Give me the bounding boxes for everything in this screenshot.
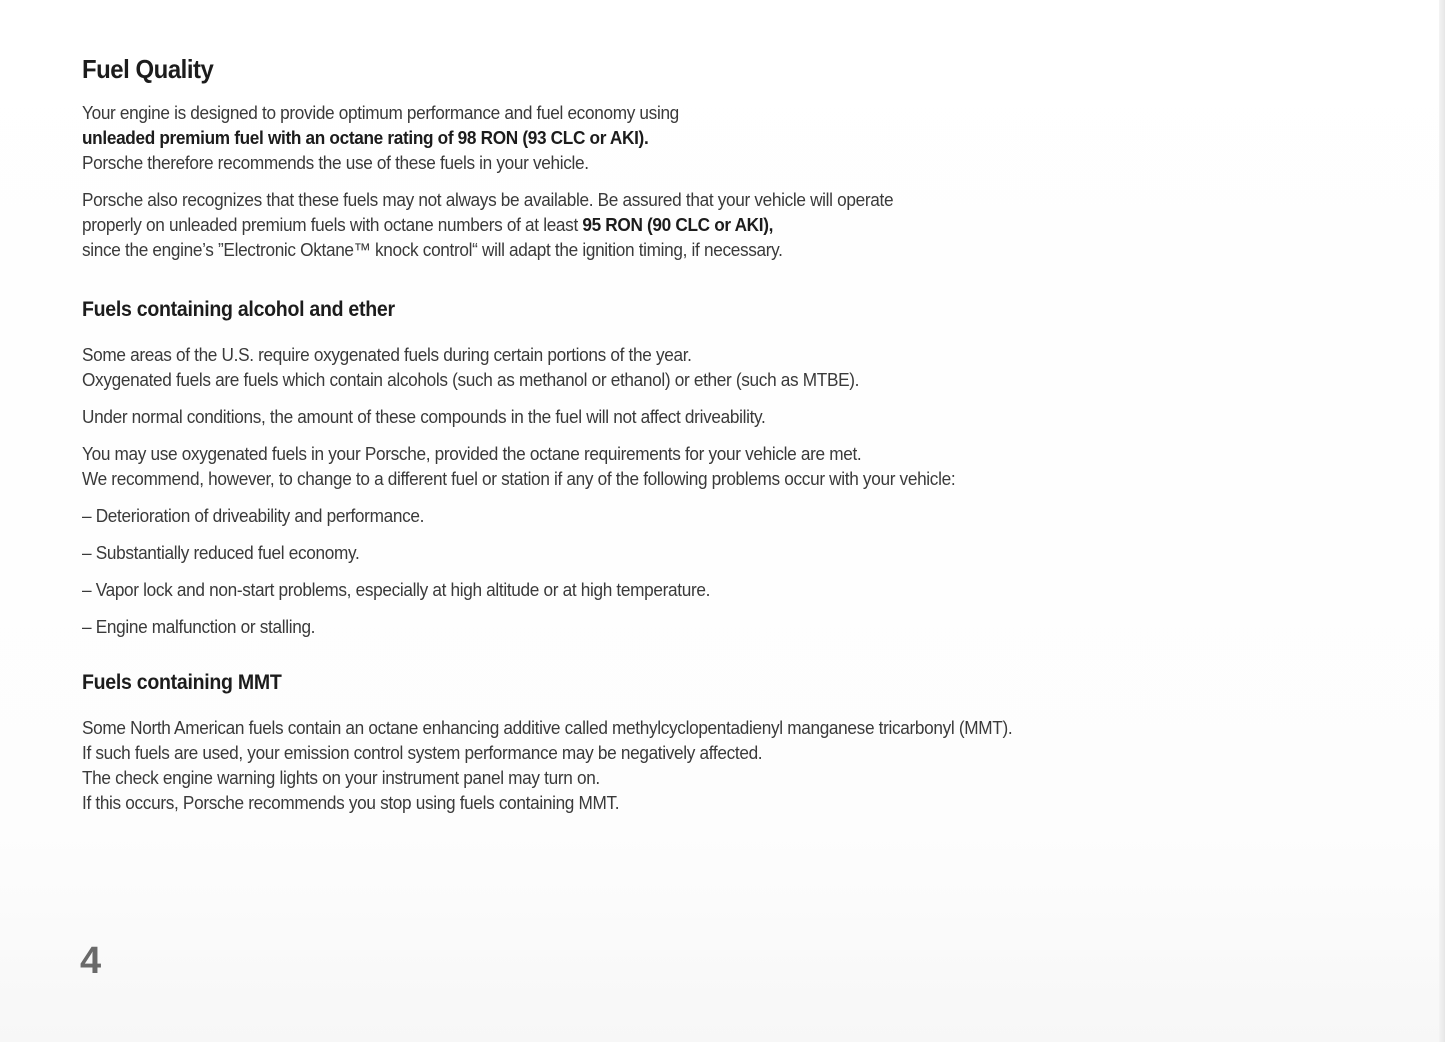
page-number: 4 <box>80 940 102 982</box>
mmt-line-1: Some North American fuels contain an octane enhancing additive called methylcyclopentadienyl manganese tricarbonyl (MMT). <box>82 717 1013 738</box>
mmt-paragraph <box>82 715 1114 815</box>
availability-line-2-bold: 95 RON (90 CLC or AKI), <box>582 214 774 235</box>
alcohol-paragraph-3 <box>82 441 1114 491</box>
alcohol-p3-line-2: We recommend, however, to change to a different fuel or station if any of the following problems occur with your vehicle: <box>82 468 956 489</box>
availability-line-2 <box>82 212 1114 237</box>
page-title: Fuel Quality <box>82 54 214 84</box>
page-content <box>82 52 1192 815</box>
alcohol-p1-line-2: Oxygenated fuels are fuels which contain alcohols (such as methanol or ethanol) or ether (such as MTBE). <box>82 369 860 390</box>
alcohol-paragraph-1 <box>82 342 1114 392</box>
alcohol-p3-line-1: You may use oxygenated fuels in your Porsche, provided the octane requirements for your vehicle are met. <box>82 443 862 464</box>
intro-line-1: Your engine is designed to provide optimum performance and fuel economy using <box>82 102 679 123</box>
availability-line-3: since the engine’s ”Electronic Oktane™ knock control“ will adapt the ignition timing, if necessary. <box>82 239 783 260</box>
alcohol-p1-line-1: Some areas of the U.S. require oxygenated fuels during certain portions of the year. <box>82 344 692 365</box>
mmt-line-4: If this occurs, Porsche recommends you stop using fuels containing MMT. <box>82 792 620 813</box>
intro-paragraph <box>82 100 1114 175</box>
page-edge-shadow <box>1439 0 1445 1042</box>
mmt-line-2: If such fuels are used, your emission control system performance may be negatively affected. <box>82 742 763 763</box>
list-item: – Vapor lock and non-start problems, especially at high altitude or at high temperature. <box>82 579 711 600</box>
availability-line-2-text: properly on unleaded premium fuels with octane numbers of at least <box>82 214 583 235</box>
list-item: – Substantially reduced fuel economy. <box>82 542 360 563</box>
intro-line-3: Porsche therefore recommends the use of these fuels in your vehicle. <box>82 152 589 173</box>
availability-paragraph <box>82 187 1114 262</box>
intro-line-2-bold: unleaded premium fuel with an octane rating of 98 RON (93 CLC or AKI). <box>82 127 649 148</box>
availability-line-1: Porsche also recognizes that these fuels may not always be available. Be assured that your vehicle will operate <box>82 189 894 210</box>
mmt-line-3: The check engine warning lights on your instrument panel may turn on. <box>82 767 600 788</box>
list-item: – Deterioration of driveability and performance. <box>82 505 425 526</box>
heading-alcohol-ether: Fuels containing alcohol and ether <box>82 298 395 321</box>
list-item: – Engine malfunction or stalling. <box>82 616 316 637</box>
heading-mmt: Fuels containing MMT <box>82 671 282 694</box>
alcohol-paragraph-2: Under normal conditions, the amount of these compounds in the fuel will not affect driveability. <box>82 406 766 427</box>
